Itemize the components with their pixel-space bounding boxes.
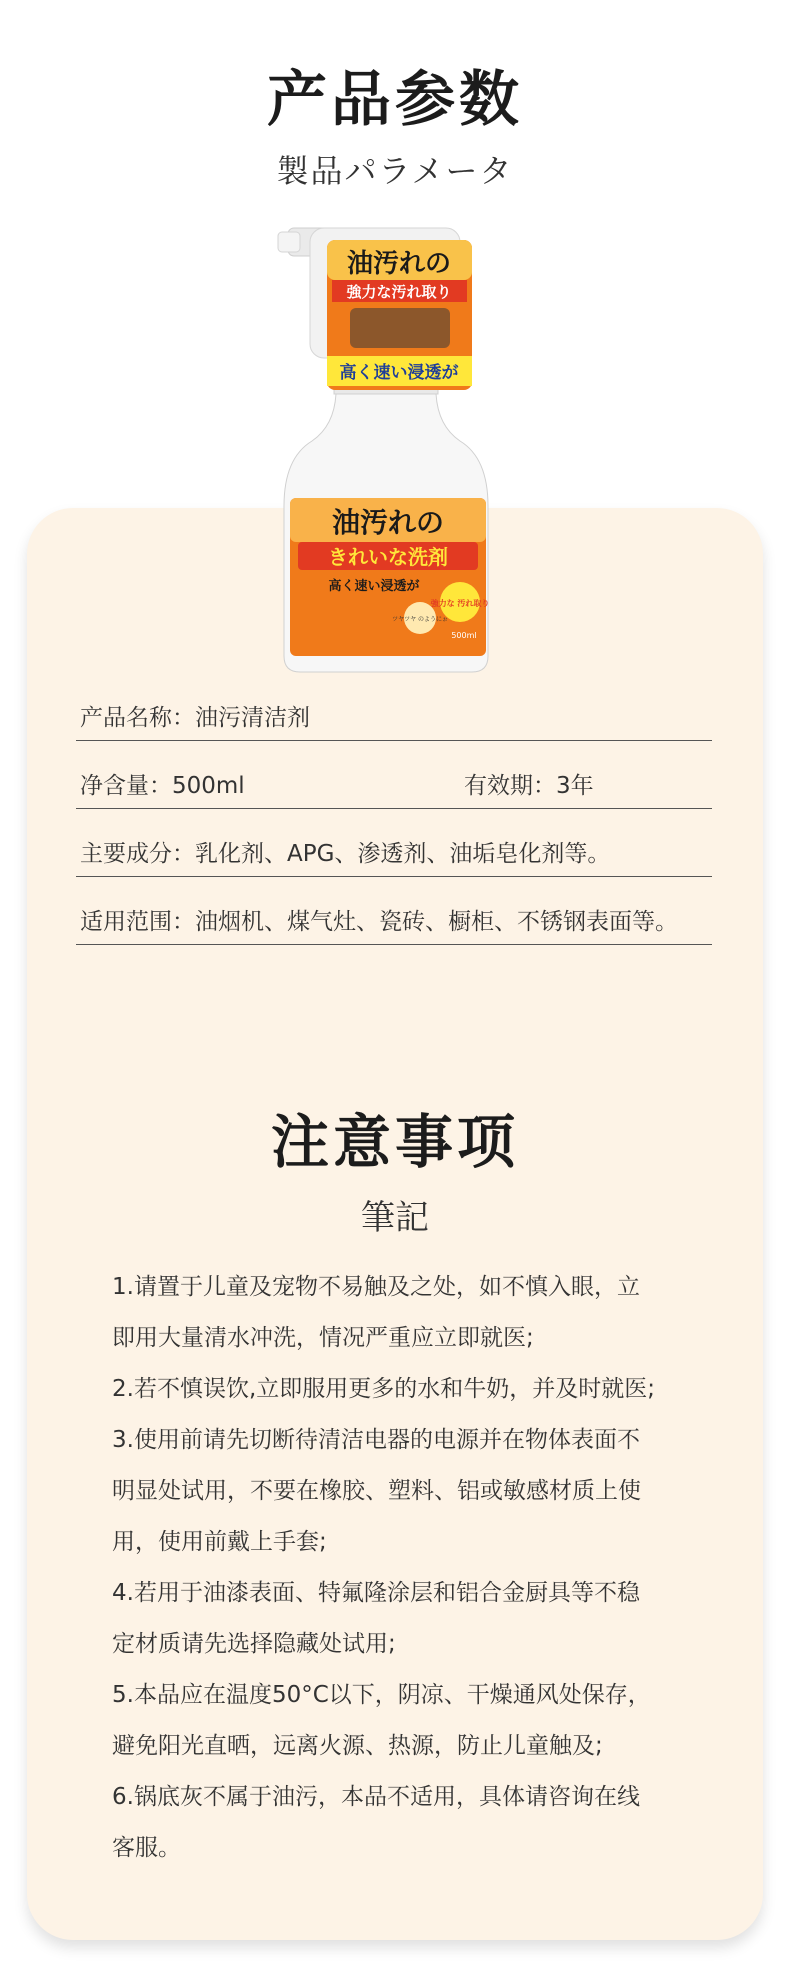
param-usage: 适用范围：油烟机、煤气灶、瓷砖、橱柜、不锈钢表面等。 bbox=[80, 909, 678, 935]
notes-line: 3.使用前请先切断待清洁电器的电源并在物体表面不 bbox=[112, 1427, 640, 1453]
notes-title: 注意事项 bbox=[270, 1108, 519, 1176]
badge-strength: 強力な 汚れ取り bbox=[430, 599, 490, 608]
notes-line: 避免阳光直晒，远离火源、热源，防止儿童触及; bbox=[112, 1733, 603, 1759]
tag-line3: 高く速い浸透が bbox=[339, 363, 459, 383]
label-line1: 油汚れの bbox=[331, 506, 445, 539]
param-row-name bbox=[76, 672, 712, 741]
product-bottle-image bbox=[270, 226, 500, 678]
notes-line: 6.锅底灰不属于油污，本品不适用，具体请咨询在线 bbox=[112, 1784, 640, 1810]
notes-line: 2.若不慎误饮,立即服用更多的水和牛奶，并及时就医; bbox=[112, 1376, 656, 1402]
label-line2: きれいな洗剤 bbox=[328, 545, 448, 569]
page-title: 产品参数 bbox=[267, 65, 523, 135]
notes-line: 即用大量清水冲洗，情况严重应立即就医; bbox=[112, 1325, 534, 1351]
notes-line: 客服。 bbox=[112, 1835, 181, 1861]
notes-list bbox=[112, 1262, 692, 1874]
notes-line: 明显处试用，不要在橡胶、塑料、铝或敏感材质上使 bbox=[112, 1478, 641, 1504]
volume-mark: 500ml bbox=[451, 631, 477, 640]
notes-line: 1.请置于儿童及宠物不易触及之处，如不慎入眼，立 bbox=[112, 1274, 640, 1300]
param-ingredients: 主要成分：乳化剂、APG、渗透剂、油垢皂化剂等。 bbox=[80, 841, 611, 867]
page-subtitle: 製品パラメータ bbox=[276, 152, 514, 190]
label-line3: 高く速い浸透が bbox=[328, 579, 420, 594]
notes-subtitle: 筆記 bbox=[361, 1198, 429, 1238]
param-row-usage bbox=[76, 876, 712, 945]
param-net-content: 净含量：500ml bbox=[80, 773, 245, 799]
param-expiry: 有效期：3年 bbox=[464, 773, 594, 799]
notes-line: 用，使用前戴上手套; bbox=[112, 1529, 327, 1555]
notes-line: 5.本品应在温度50°C以下，阴凉、干燥通风处保存， bbox=[112, 1682, 651, 1708]
badge-shine: ツヤツヤ のようにぉ bbox=[392, 616, 448, 623]
notes-line: 定材质请先选择隐藏处试用; bbox=[112, 1631, 396, 1657]
tag-line1: 油汚れの bbox=[346, 249, 452, 279]
param-row-volume bbox=[76, 740, 712, 809]
param-name: 产品名称：油污清洁剂 bbox=[80, 705, 310, 731]
notes-line: 4.若用于油漆表面、特氟隆涂层和铝合金厨具等不稳 bbox=[112, 1580, 640, 1606]
param-row-ingredients bbox=[76, 808, 712, 877]
tag-line2: 強力な汚れ取り bbox=[346, 283, 452, 301]
